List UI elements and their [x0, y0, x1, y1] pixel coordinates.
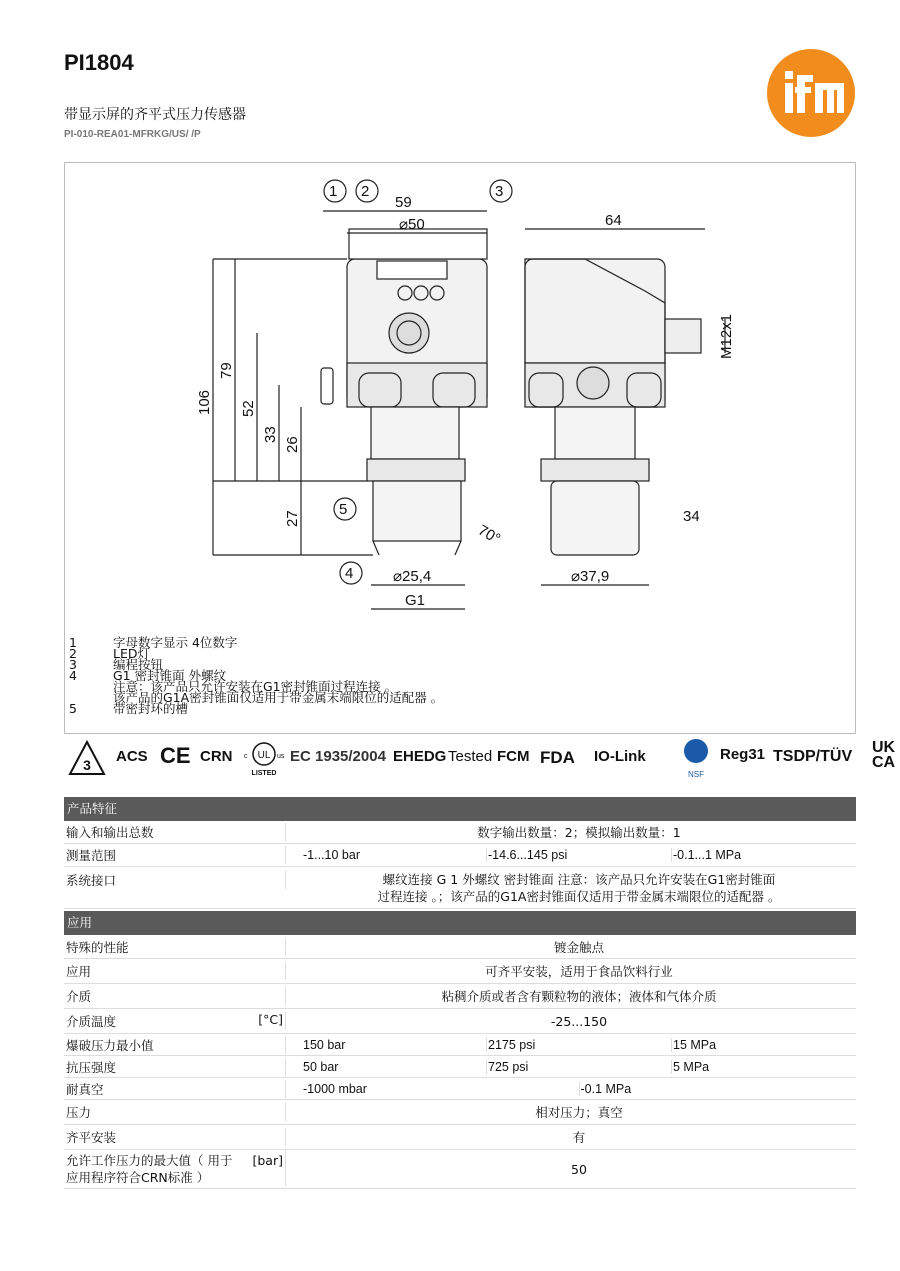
table-row: [64, 1034, 856, 1056]
fda-logo-icon: FDA: [540, 748, 575, 767]
legend-item: 该产品的G1A密封锥面仅适用于带金属末端限位的适配器 。: [113, 690, 444, 705]
callout-2: 2: [361, 183, 370, 200]
row-value: -1000 mbar -0.1 MPa: [302, 1082, 856, 1096]
row-value: 50 bar 725 psi 5 MPa: [302, 1060, 856, 1074]
ifm-logo: [767, 49, 855, 137]
row-label: 齐平安装: [64, 1128, 286, 1146]
cert-fcm: FCM: [497, 748, 530, 765]
table-row: [64, 1100, 856, 1125]
row-value: 数字输出数量：2；模拟输出数量：1: [477, 825, 681, 840]
svg-text:c: c: [244, 753, 248, 760]
row-label: 允许工作压力的最大值（ 用于 应用程序符合CRN标准 ） [bar]: [64, 1150, 286, 1186]
dim-52: 52: [240, 400, 257, 417]
callout-4: 4: [345, 565, 354, 582]
row-label: 特殊的性能: [64, 938, 286, 956]
legend-item: 3 编程按钮: [69, 657, 164, 672]
table-row: [64, 1125, 856, 1150]
row-value: 镀金触点: [553, 939, 604, 955]
legend-item: 2 LED灯: [69, 646, 150, 661]
dim-d37: ⌀37,9: [571, 568, 610, 585]
table-row: [64, 1056, 856, 1078]
row-label: 测量范围: [64, 846, 286, 864]
row-label: 系统接口: [64, 871, 286, 889]
svg-text:us: us: [277, 753, 285, 760]
dim-59: 59: [395, 194, 412, 211]
row-label: 应用: [64, 962, 286, 980]
dim-33: 33: [262, 426, 279, 443]
dim-79: 79: [218, 362, 235, 379]
cert-tested: Tested: [448, 748, 493, 765]
row-value: 150 bar 2175 psi 15 MPa: [302, 1038, 856, 1052]
svg-text:UL: UL: [257, 750, 271, 761]
dim-g1: G1: [405, 592, 426, 609]
row-value: -1...10 bar -14.6...145 psi -0.1...1 MPa: [302, 848, 856, 862]
row-label: 耐真空: [64, 1080, 286, 1098]
section-header: 产品特征: [64, 797, 856, 821]
cert-acs: ACS: [116, 748, 148, 765]
svg-text:3: 3: [83, 757, 91, 773]
drawing-legend: [69, 637, 443, 714]
article-code: PI-010-REA01-MFRKG/US/ /P: [64, 129, 201, 140]
dim-d25: ⌀25,4: [393, 568, 432, 585]
dim-64: 64: [605, 212, 622, 229]
cert-iolink: IO-Link: [594, 748, 646, 765]
product-code-title: PI1804: [64, 50, 134, 75]
row-label: 抗压强度: [64, 1058, 286, 1076]
row-label: 介质: [64, 987, 286, 1005]
dim-26: 26: [284, 436, 301, 453]
svg-text:NSF: NSF: [688, 770, 704, 778]
table-row: [64, 1009, 856, 1034]
row-value: 可齐平安装，适用于食品饮料行业: [485, 964, 673, 979]
dim-angle: 70°: [475, 521, 504, 548]
callout-1: 1: [329, 183, 338, 200]
dimension-drawing: [64, 162, 856, 734]
row-label: 输入和输出总数: [64, 823, 286, 841]
cert-ec1935: EC 1935/2004: [290, 748, 386, 765]
ce-mark-icon: CE: [160, 743, 191, 768]
cert-tsdp: TSDP/TÜV: [773, 748, 853, 765]
dim-wrench: 34: [683, 508, 700, 525]
row-value: 粘稠介质或者含有颗粒物的液体；液体和气体介质: [441, 989, 717, 1004]
legend-item: 4 G1 密封锥面 外螺纹: [69, 668, 227, 683]
table-row: [64, 821, 856, 844]
dim-106: 106: [196, 389, 213, 415]
callout-3: 3: [495, 183, 504, 200]
product-subtitle: 带显示屏的齐平式压力传感器: [64, 107, 246, 123]
dim-27: 27: [284, 510, 301, 527]
table-row: [64, 984, 856, 1009]
row-value: 有: [572, 1130, 586, 1145]
ul-listed-icon: [242, 740, 286, 778]
cert-crn: CRN: [200, 748, 233, 765]
legend-item: 5 带密封环的槽: [69, 701, 189, 716]
dim-m12: M12x1: [718, 313, 735, 359]
table-row: [64, 867, 856, 909]
section-header: 应用: [64, 911, 856, 935]
row-label: 介质温度 [°C]: [64, 1012, 286, 1030]
svg-text:LISTED: LISTED: [251, 770, 277, 777]
cert-ehedg: EHEDG: [393, 748, 447, 765]
row-value: 50: [571, 1161, 587, 1177]
spec-table: [64, 797, 856, 1189]
callout-5: 5: [339, 501, 348, 518]
table-row: [64, 844, 856, 867]
dim-d50: ⌀50: [399, 216, 425, 233]
row-value: 相对压力；真空: [535, 1105, 623, 1120]
row-label: 压力: [64, 1103, 286, 1121]
table-row: [64, 1078, 856, 1100]
nsf-icon: [681, 738, 711, 778]
cert-reg31: Reg31: [720, 746, 766, 763]
row-value: 螺纹连接 G 1 外螺纹 密封锥面 注意：该产品只允许安装在G1密封锥面 过程连接 。；该产品的G1A密封锥面仅适用于带金属末端限位的适配器 。: [377, 872, 781, 904]
row-label: 爆破压力最小值: [64, 1036, 286, 1054]
table-row: [64, 1150, 856, 1189]
row-value: -25...150: [550, 1013, 608, 1029]
technical-drawing: [65, 163, 857, 633]
legend-item: 注意：该产品只允许安装在G1密封锥面过程连接 。: [113, 679, 398, 694]
ukca-mark: UK CA: [872, 740, 896, 770]
table-row: [64, 935, 856, 959]
legend-item: 1 字母数字显示 4位数字: [69, 635, 238, 650]
certification-bar: [64, 738, 900, 778]
atex-3a-icon: [68, 740, 106, 776]
table-row: [64, 959, 856, 984]
